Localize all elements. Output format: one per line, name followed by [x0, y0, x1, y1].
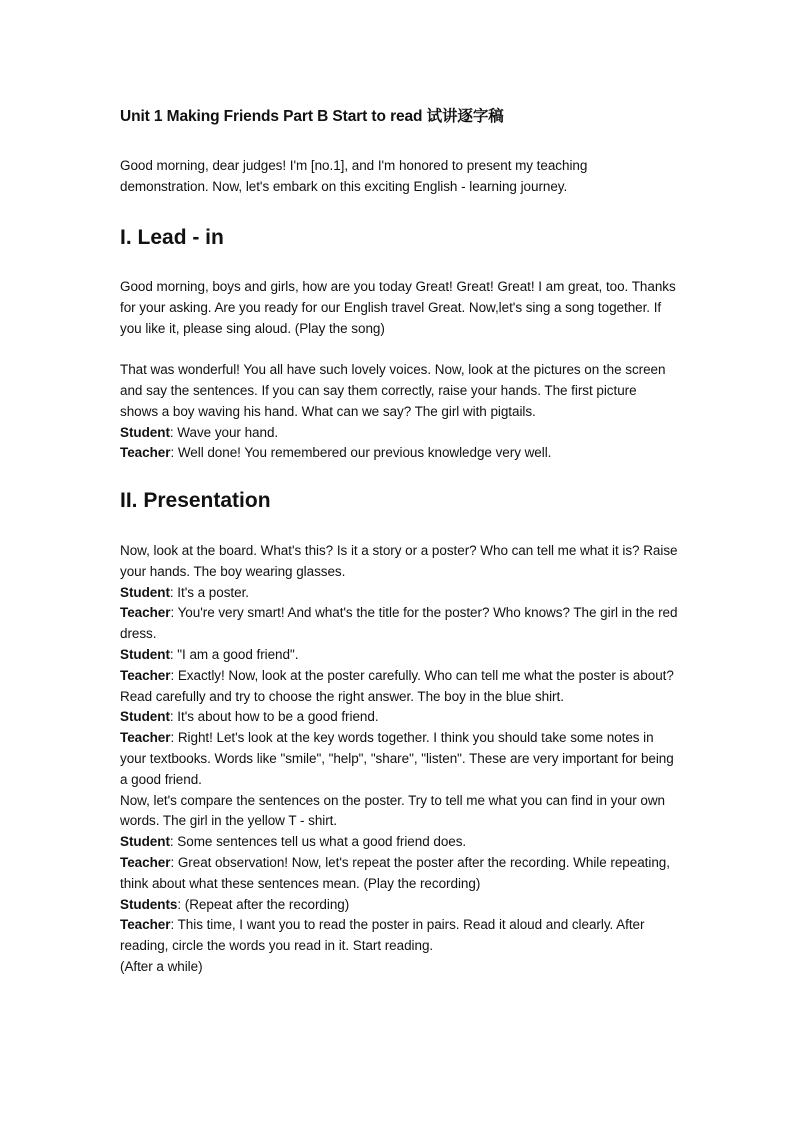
dialogue-line — [120, 603, 678, 645]
speaker-label: Teacher — [120, 730, 171, 746]
speaker-label: Student — [120, 424, 170, 440]
narration-line: (After a while) — [120, 958, 203, 974]
lead-in-heading: I. Lead - in — [120, 226, 224, 249]
dialogue-text: : You're very smart! And what's the title for the poster? Who knows? The girl in the red dress. — [120, 605, 678, 642]
dialogue-text: : (Repeat after the recording) — [177, 896, 350, 912]
lead-in-dialogue-line — [120, 423, 678, 444]
speaker-label: Teacher — [120, 605, 171, 621]
speaker-label: Teacher — [120, 917, 171, 933]
speaker-label: Teacher — [120, 667, 171, 683]
presentation-section — [120, 541, 678, 978]
dialogue-text: : Some sentences tell us what a good friend does. — [169, 834, 467, 850]
intro-paragraph: Good morning, dear judges! I'm [no.1], and I'm honored to present my teaching demonstration. Now, let's embark on this exciting English - learning journey. — [120, 158, 588, 194]
dialogue-text: : Wave your hand. — [169, 424, 279, 440]
speaker-label: Student — [120, 584, 170, 600]
presentation-heading: II. Presentation — [120, 489, 271, 512]
dialogue-text: : Great observation! Now, let's repeat the poster after the recording. While repeating, think about what these sentences mean. (Play the recording) — [120, 854, 670, 891]
dialogue-text: : This time, I want you to read the poster in pairs. Read it aloud and clearly. After reading, circle the words you read in it. Start reading. — [120, 917, 645, 954]
speaker-label: Students — [120, 896, 178, 912]
dialogue-text: : Well done! You remembered our previous knowledge very well. — [170, 445, 552, 461]
lead-in-dialogue-line — [120, 443, 678, 464]
dialogue-text: : "I am a good friend". — [169, 646, 299, 662]
dialogue-line — [120, 728, 678, 790]
speaker-label: Teacher — [120, 445, 171, 461]
presentation-opening: Now, look at the board. What's this? Is it a story or a poster? Who can tell me what it is? Raise your hands. The boy wearing glasses. — [120, 543, 678, 579]
dialogue-line — [120, 645, 678, 666]
speaker-label: Student — [120, 709, 170, 725]
lead-in-paragraph-2: That was wonderful! You all have such lovely voices. Now, look at the pictures on the screen and say the sentences. If you can say them correctly, raise your hands. The first picture shows a boy waving his hand. What can we say? The girl with pigtails. — [120, 362, 666, 419]
document-title: Unit 1 Making Friends Part B Start to read 试讲逐字稿 — [120, 108, 504, 125]
dialogue-line — [120, 583, 678, 604]
dialogue-line — [120, 895, 678, 916]
dialogue-text: : It's a poster. — [169, 584, 249, 600]
dialogue-line — [120, 853, 678, 895]
dialogue-text: : It's about how to be a good friend. — [169, 709, 379, 725]
speaker-label: Student — [120, 834, 170, 850]
dialogue-text: : Right! Let's look at the key words together. I think you should take some notes in your textbooks. Words like "smile", "help", "share", "listen". These are very important for being a good friend. — [120, 730, 674, 787]
dialogue-line — [120, 915, 678, 957]
dialogue-line — [120, 666, 678, 708]
lead-in-section — [120, 277, 678, 464]
speaker-label: Teacher — [120, 854, 171, 870]
speaker-label: Student — [120, 646, 170, 662]
dialogue-line — [120, 707, 678, 728]
dialogue-line — [120, 832, 678, 853]
lead-in-paragraph-1: Good morning, boys and girls, how are you today Great! Great! Great! I am great, too. Thanks for your asking. Are you ready for our English travel Great. Now,let's sing a song together. If you like it, please sing aloud. (Play the song) — [120, 279, 676, 336]
dialogue-text: : Exactly! Now, look at the poster carefully. Who can tell me what the poster is about? Read carefully and try to choose the right answer. The boy in the blue shirt. — [120, 667, 674, 704]
narration-line: Now, let's compare the sentences on the poster. Try to tell me what you can find in your own words. The girl in the yellow T - shirt. — [120, 792, 666, 829]
